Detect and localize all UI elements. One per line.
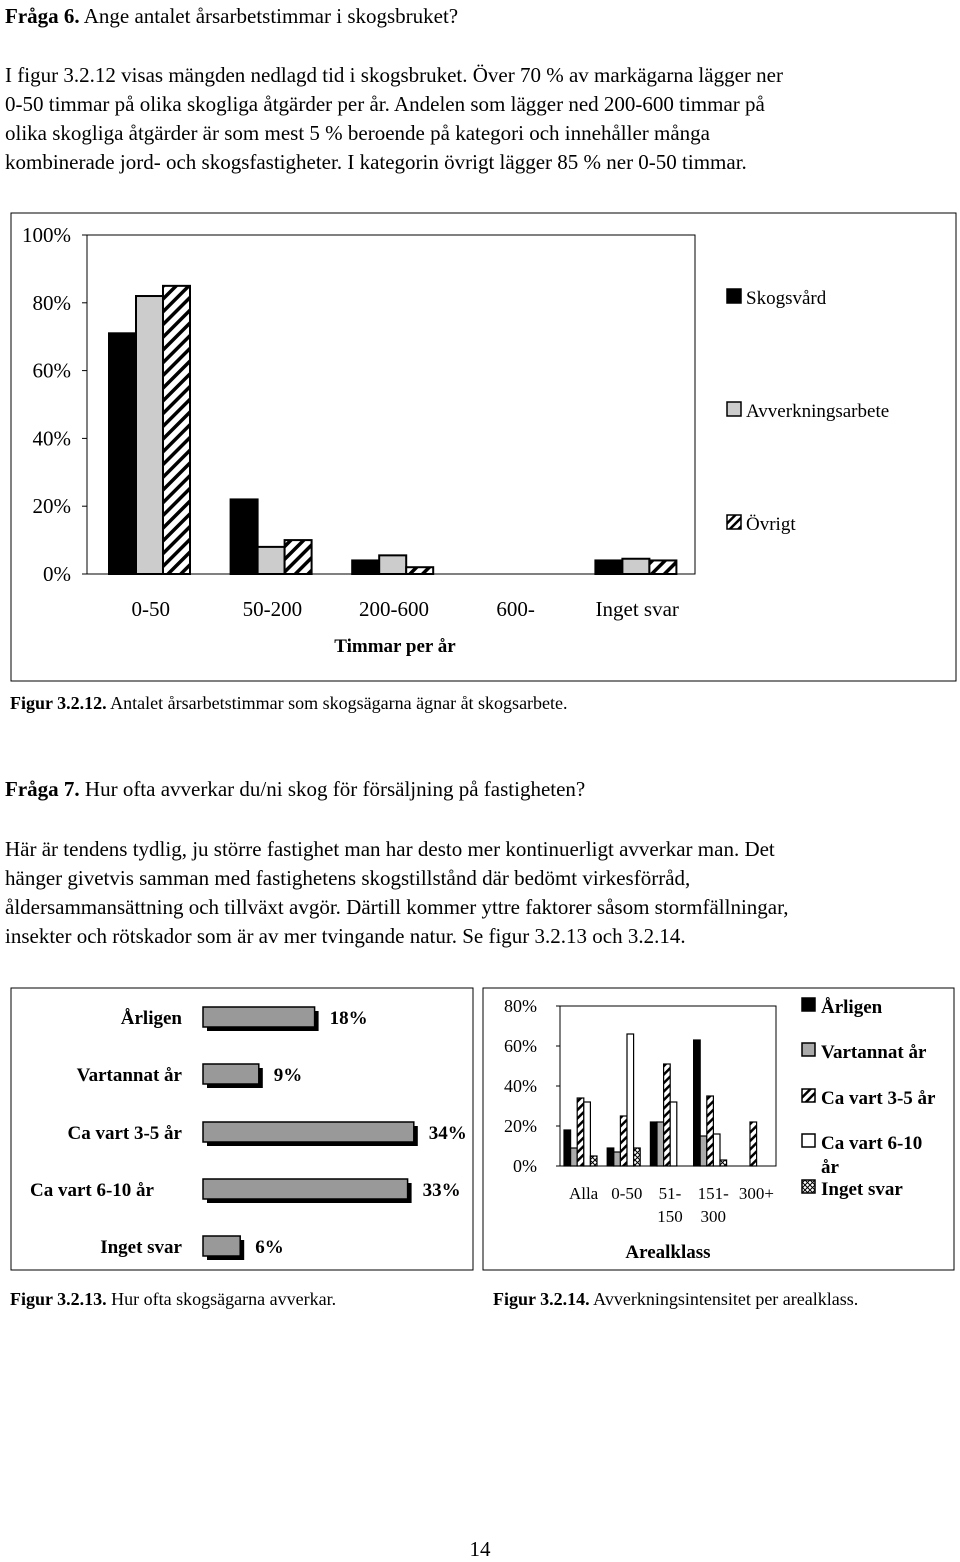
bar-avverkningsarbete bbox=[136, 296, 163, 574]
question-6-heading bbox=[5, 2, 458, 32]
data-label: 18% bbox=[329, 1008, 368, 1029]
bar-skogsvård bbox=[595, 560, 622, 574]
legend-label: Inget svar bbox=[821, 1179, 903, 1200]
figure-3-2-13-caption bbox=[10, 1289, 336, 1310]
y-tick-label: 80% bbox=[504, 996, 537, 1016]
bar-vartannat-år bbox=[657, 1122, 664, 1166]
paragraph-line: kombinerade jord- och skogsfastigheter. I kategorin övrigt lägger 85 % ner 0-50 timmar. bbox=[5, 150, 747, 174]
y-tick-label: 100% bbox=[22, 223, 71, 247]
legend-swatch bbox=[802, 998, 815, 1011]
data-label: 6% bbox=[255, 1237, 284, 1258]
bar-skogsvård bbox=[352, 560, 379, 574]
bar-vartannat-år bbox=[700, 1136, 707, 1166]
question-6-text: Ange antalet årsarbetstimmar i skogsbruket? bbox=[79, 4, 459, 28]
bar-ca-vart-3-5-år bbox=[577, 1098, 584, 1166]
x-axis-title: Timmar per år bbox=[334, 636, 456, 657]
x-tick-label: 300+ bbox=[738, 1184, 774, 1203]
legend-label: Årligen bbox=[821, 997, 883, 1018]
paragraph-line: insekter och rötskador som är av mer tvingande natur. Se figur 3.2.13 och 3.2.14. bbox=[5, 924, 686, 948]
figure-3-2-12-caption bbox=[10, 693, 568, 714]
bar bbox=[203, 1007, 315, 1027]
question-7-text: Hur ofta avverkar du/ni skog för försäljning på fastigheten? bbox=[79, 777, 586, 801]
paragraph-line: hänger givetvis samman med fastighetens skogstillstånd där bedömt virkesförråd, bbox=[5, 866, 691, 890]
x-tick-label: 0-50 bbox=[131, 597, 171, 621]
legend-label: Ca vart 3-5 år bbox=[821, 1088, 936, 1109]
paragraph-line: olika skogliga åtgärder är som mest 5 % beroende på kategori och innehåller många bbox=[5, 121, 710, 145]
bar-ca-vart-3-5-år bbox=[750, 1122, 757, 1166]
y-tick-label: 0% bbox=[43, 562, 71, 586]
x-tick-label: 50-200 bbox=[242, 597, 303, 621]
legend-swatch bbox=[802, 1180, 815, 1193]
category-label: Ca vart 6-10 år bbox=[30, 1180, 154, 1201]
bar-ca-vart-3-5-år bbox=[707, 1096, 714, 1166]
y-tick-label: 20% bbox=[504, 1116, 537, 1136]
legend-swatch bbox=[727, 515, 741, 529]
y-tick-label: 20% bbox=[32, 494, 71, 519]
bar-övrigt bbox=[285, 540, 312, 574]
legend-swatch bbox=[727, 289, 741, 303]
bar-inget-svar bbox=[720, 1160, 727, 1166]
bar-avverkningsarbete bbox=[379, 555, 406, 574]
bar-inget-svar bbox=[634, 1148, 641, 1166]
category-label: Vartannat år bbox=[76, 1065, 182, 1086]
legend-swatch bbox=[802, 1134, 815, 1147]
bar-avverkningsarbete bbox=[622, 559, 649, 574]
x-tick-label: Alla bbox=[568, 1184, 599, 1203]
x-tick-label: 150 bbox=[657, 1207, 683, 1226]
bar bbox=[203, 1179, 408, 1199]
data-label: 9% bbox=[273, 1065, 303, 1086]
caption-label: Figur 3.2.12. bbox=[10, 693, 107, 713]
data-label: 34% bbox=[428, 1123, 467, 1144]
category-label: Årligen bbox=[120, 1008, 182, 1029]
bar-ca-vart-6-10-år bbox=[670, 1102, 677, 1166]
bar bbox=[203, 1064, 259, 1084]
bar bbox=[203, 1122, 414, 1142]
legend-label: Ca vart 6-10 bbox=[821, 1133, 923, 1154]
bar-avverkningsarbete bbox=[258, 547, 285, 574]
bar-årligen bbox=[650, 1122, 657, 1166]
y-tick-label: 0% bbox=[513, 1156, 537, 1176]
x-axis-title: Arealklass bbox=[625, 1242, 711, 1263]
paragraph-line: Här är tendens tydlig, ju större fastighet man har desto mer kontinuerligt avverkar man. Det bbox=[5, 837, 775, 861]
legend-swatch bbox=[802, 1043, 815, 1056]
x-tick-label: 0-50 bbox=[611, 1184, 643, 1203]
paragraph-line: åldersammansättning och tillväxt avgör. Därtill kommer yttre faktorer såsom stormfällningar, bbox=[5, 895, 789, 919]
bar-inget-svar bbox=[590, 1156, 597, 1166]
caption-text: Hur ofta skogsägarna avverkar. bbox=[106, 1289, 337, 1309]
legend-label: Skogsvård bbox=[746, 288, 827, 309]
bar-ca-vart-6-10-år bbox=[584, 1102, 591, 1166]
bar-övrigt bbox=[649, 560, 676, 574]
bar-övrigt bbox=[163, 286, 190, 574]
bar bbox=[203, 1236, 240, 1256]
caption-text: Avverkningsintensitet per arealklass. bbox=[589, 1289, 859, 1309]
bar-skogsvård bbox=[231, 499, 258, 574]
chart-fig-3-2-13 bbox=[0, 985, 480, 1285]
chart-fig-3-2-12 bbox=[0, 205, 960, 685]
y-tick-label: 80% bbox=[32, 290, 71, 315]
legend-label: år bbox=[821, 1157, 839, 1178]
bar-skogsvård bbox=[109, 333, 136, 574]
data-label: 33% bbox=[422, 1180, 461, 1201]
paragraph-line: I figur 3.2.12 visas mängden nedlagd tid i skogsbruket. Över 70 % av markägarna lägger ner bbox=[5, 63, 783, 87]
chart-fig-3-2-14 bbox=[480, 985, 960, 1285]
y-tick-label: 60% bbox=[504, 1036, 537, 1056]
y-tick-label: 60% bbox=[32, 358, 71, 383]
y-tick-label: 40% bbox=[504, 1076, 537, 1096]
x-tick-label: 200-600 bbox=[359, 597, 429, 621]
bar-vartannat-år bbox=[614, 1152, 621, 1166]
legend-label: Vartannat år bbox=[821, 1042, 927, 1063]
caption-text: Antalet årsarbetstimmar som skogsägarna ägnar åt skogsarbete. bbox=[106, 693, 568, 713]
legend-label: Övrigt bbox=[746, 514, 796, 535]
legend-swatch bbox=[802, 1089, 815, 1102]
caption-label: Figur 3.2.13. bbox=[10, 1289, 107, 1309]
legend-label: Avverkningsarbete bbox=[746, 401, 890, 422]
question-7-number: Fråga 7. bbox=[5, 777, 80, 801]
x-tick-label: Inget svar bbox=[595, 597, 679, 621]
figure-3-2-14-caption bbox=[493, 1289, 858, 1310]
y-tick-label: 40% bbox=[32, 426, 71, 451]
legend-swatch bbox=[727, 402, 741, 416]
question-6-number: Fråga 6. bbox=[5, 4, 80, 28]
x-tick-label: 51- bbox=[658, 1184, 682, 1203]
category-label: Inget svar bbox=[100, 1237, 182, 1258]
x-tick-label: 600- bbox=[496, 597, 535, 621]
x-tick-label: 151- bbox=[697, 1184, 729, 1203]
bar-årligen bbox=[694, 1040, 701, 1166]
bar-vartannat-år bbox=[571, 1148, 578, 1166]
question-7-heading bbox=[5, 775, 585, 805]
page-number: 14 bbox=[469, 1537, 491, 1561]
bar-ca-vart-6-10-år bbox=[627, 1034, 634, 1166]
bar-övrigt bbox=[406, 567, 433, 574]
bar-ca-vart-3-5-år bbox=[664, 1064, 671, 1166]
bar-årligen bbox=[564, 1130, 571, 1166]
paragraph-line: 0-50 timmar på olika skogliga åtgärder per år. Andelen som lägger ned 200-600 timmar på bbox=[5, 92, 765, 116]
bar-ca-vart-3-5-år bbox=[620, 1116, 627, 1166]
category-label: Ca vart 3-5 år bbox=[67, 1123, 182, 1144]
bar-årligen bbox=[607, 1148, 614, 1166]
caption-label: Figur 3.2.14. bbox=[493, 1289, 590, 1309]
x-tick-label: 300 bbox=[700, 1207, 726, 1226]
bar-ca-vart-6-10-år bbox=[713, 1134, 720, 1166]
